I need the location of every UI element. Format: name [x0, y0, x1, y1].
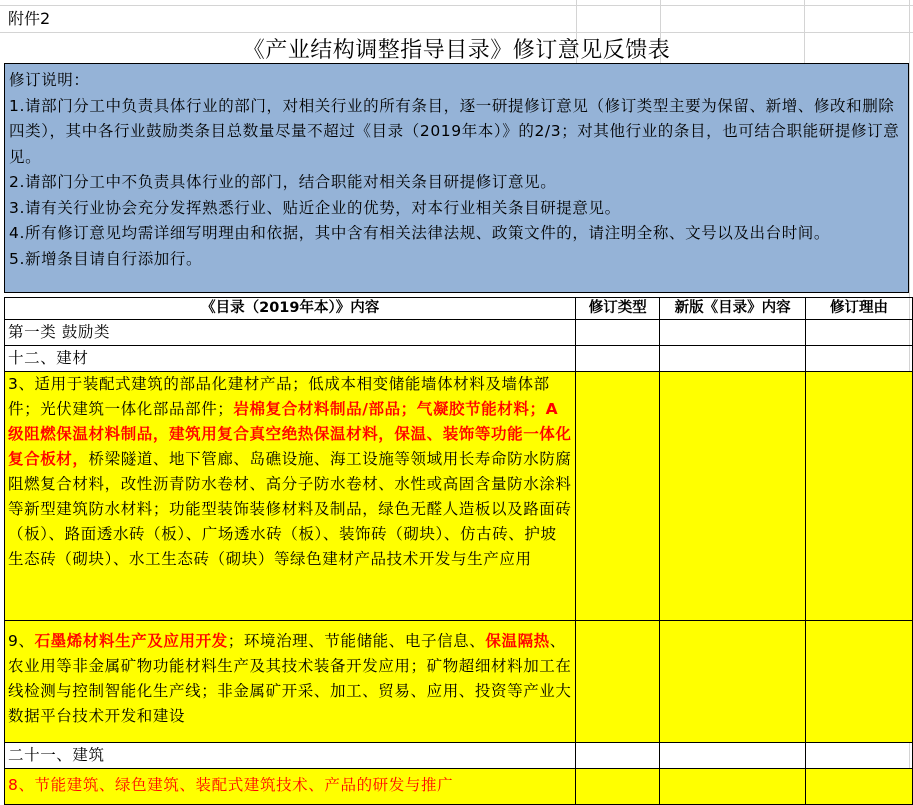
page-title: 《产业结构调整指导目录》修订意见反馈表	[242, 38, 671, 63]
item-content-cell	[5, 372, 576, 621]
reason-cell[interactable]	[806, 769, 913, 805]
item-highlight-text: 岩棉复合材料制品/部品；气凝胶节能材料；A级阻燃保温材料制品，建筑用复合真空绝热保温材料，保温、装饰等功能一体化复合板材，	[8, 400, 572, 468]
table-row	[5, 743, 913, 769]
note-item: 1.请部门分工中负责具体行业的部门，对相关行业的所有条目，逐一研提修订意见（修订类型主要为保留、新增、修改和删除四类），其中各行业鼓励类条目总数量尽量不超过《目录（2019年本）》的2/3；对其他行业的条目，也可结合职能研提修订意见。	[9, 96, 900, 166]
feedback-table	[4, 297, 913, 805]
new-content-cell[interactable]	[660, 346, 806, 372]
note-item: 5.新增条目请自行添加行。	[9, 249, 203, 268]
table-row	[5, 372, 913, 621]
item-content-cell	[5, 621, 576, 743]
header-row	[5, 298, 913, 320]
item-text: 桥梁隧道、地下管廊、岛礁设施、海工设施等领域用长寿命防水防腐阻燃复合材料，改性沥青防水卷材、高分子防水卷材、水性或高固含量防水涂料等新型建筑防水材料；功能型装饰装修材料及制品，绿色无醛人造板以及路面砖（板）、路面透水砖（板）、广场透水砖（板）、装饰砖（砌块）、仿古砖、护坡生态砖（砌块）、水工生态砖（砌块）等绿色建材产品技术开发与生产应用	[8, 450, 572, 568]
notes-heading: 修订说明：	[9, 71, 90, 89]
item-content-cell: 8、节能建筑、绿色建筑、装配式建筑技术、产品的研发与推广	[5, 769, 576, 805]
reason-cell[interactable]	[806, 372, 913, 621]
table-row	[5, 621, 913, 743]
note-item: 4.所有修订意见均需详细写明理由和依据，其中含有相关法律法规、政策文件的，请注明全称、文号以及出台时间。	[9, 224, 830, 242]
new-content-cell[interactable]	[660, 372, 806, 621]
revision-type-cell[interactable]	[576, 372, 660, 621]
gridline	[0, 32, 913, 33]
section-cell: 二十一、建筑	[5, 743, 576, 769]
gridline	[0, 5, 913, 6]
item-highlight-text: 保温隔热	[485, 632, 550, 650]
attachment-label: 附件2	[8, 9, 51, 28]
section-cell: 十二、建材	[5, 346, 576, 372]
revision-notes	[4, 63, 909, 293]
note-item: 3.请有关行业协会充分发挥熟悉行业、贴近企业的优势，对本行业相关条目研提意见。	[9, 198, 621, 217]
item-text: 3、适用于装配式建筑的部品化建材产品；低成本相变储能墙体材料及墙体部件；光伏建筑一体化部品部件；	[8, 375, 550, 418]
header-reason: 修订理由	[806, 298, 913, 320]
reason-cell[interactable]	[806, 320, 913, 346]
header-new-content: 新版《目录》内容	[660, 298, 806, 320]
revision-type-cell[interactable]	[576, 320, 660, 346]
reason-cell[interactable]	[806, 621, 913, 743]
table-row	[5, 769, 913, 805]
table-row	[5, 346, 913, 372]
new-content-cell[interactable]	[660, 621, 806, 743]
reason-cell[interactable]	[806, 743, 913, 769]
note-item: 2.请部门分工中不负责具体行业的部门，结合职能对相关条目研提修订意见。	[9, 173, 557, 191]
new-content-cell[interactable]	[660, 769, 806, 805]
revision-type-cell[interactable]	[576, 621, 660, 743]
revision-type-cell[interactable]	[576, 346, 660, 372]
new-content-cell[interactable]	[660, 743, 806, 769]
item-text: ；环境治理、节能储能、电子信息、	[227, 632, 486, 650]
revision-type-cell[interactable]	[576, 743, 660, 769]
table-row	[5, 320, 913, 346]
new-content-cell[interactable]	[660, 320, 806, 346]
revision-type-cell[interactable]	[576, 769, 660, 805]
category-cell: 第一类 鼓励类	[5, 320, 576, 346]
item-text: 、农业用等非金属矿物功能材料生产及其技术装备开发应用；矿物超细材料加工在线检测与控制智能化生产线；非金属矿开采、加工、贸易、应用、投资等产业大数据平台技术开发和建设	[8, 632, 572, 725]
header-content: 《目录（2019年本）》内容	[5, 298, 576, 320]
reason-cell[interactable]	[806, 346, 913, 372]
item-highlight-text: 石墨烯材料生产及应用开发	[34, 632, 228, 650]
header-revision-type: 修订类型	[576, 298, 660, 320]
item-text: 9、	[8, 632, 35, 650]
